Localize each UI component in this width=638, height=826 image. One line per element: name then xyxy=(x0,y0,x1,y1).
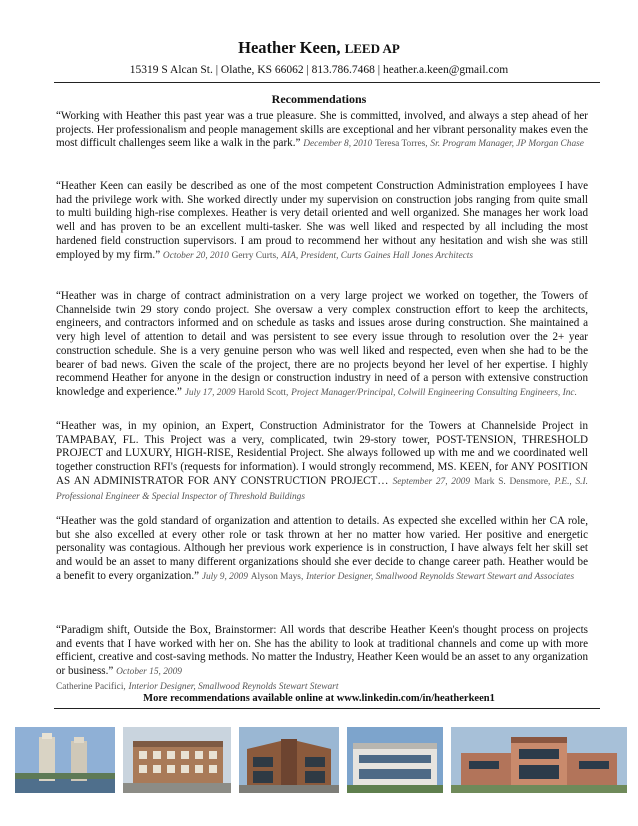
residential-building-photo xyxy=(123,727,231,793)
recommendation-author: Catherine Pacifici, xyxy=(56,681,126,692)
recommendation-author: Teresa Torres, xyxy=(374,139,428,150)
recommendation-3 xyxy=(56,290,588,401)
quote-text: “Heather was in charge of contract administration on a very large project we worked on together, the Towers of Channelside twin 29 story condo project. She oversaw a very complex construction effort to keep the architects, engineers, and contractors informed and on schedule as tasks and issues arose during construction. She maintained a very high level of attention to detail and was persistent to see every issue through to resolution over the 2+ year construction schedule. She is a very genuine person who was well liked and respected, even when she had to be the bearer of bad news. Given the scale of the project, there are no projects beyond her level of her expertise. I highly recommend Heather for anyone in the design or construction industry in need of a person with extensive construction knowledge and experience.” xyxy=(56,290,588,398)
quote-text: “Heather was the gold standard of organization and attention to details. As expected she excelled within her CA role, but she also excelled at every other role or task thrown at her no matter how varied. Her positive and energetic personality was contagious. Although her previous work experience is in construction, I have always felt her skill set and would be an asset to many different organizations should she ever decide to change career path. Heather would be a benefit to every organization.” xyxy=(56,515,588,582)
recommendation-date: October 20, 2010 xyxy=(162,250,229,261)
recommendation-date: October 15, 2009 xyxy=(116,667,182,678)
name-text: Heather Keen, xyxy=(238,38,341,57)
recommendation-author: Harold Scott, xyxy=(238,387,289,398)
recommendation-author: Alyson Mays, xyxy=(250,571,304,582)
footer-divider xyxy=(54,708,600,709)
recommendation-2 xyxy=(56,180,588,263)
quote-text: “Working with Heather this past year was a true pleasure. She is committed, involved, and always a step ahead of her projects. Her professionalism and people management skills are exceptional and her vibrant personality makes even the most difficult challenges seem like a walk in the park.” xyxy=(56,110,588,150)
quote-text: “Paradigm shift, Outside the Box, Brainstormer: All words that describe Heather Keen's thought process on projects and events that I have worked with her on. She has the ability to look at traditional channels and come up with more efficient, creative and cost-saving methods. No matter the Industry, Heather Keen would be an asset to any organization or business.” xyxy=(56,624,588,678)
header-divider xyxy=(54,82,600,83)
twin-towers-photo xyxy=(15,727,115,793)
recommendation-date: July 17, 2009 xyxy=(184,387,236,398)
recommendation-role: Interior Designer, Smallwood Reynolds Stewart Stewart xyxy=(128,681,339,692)
section-title: Recommendations xyxy=(271,92,367,106)
office-building-photo xyxy=(347,727,443,793)
recommendation-6 xyxy=(56,624,588,695)
quote-text: “Heather was, in my opinion, an Expert, Construction Administrator for the Towers at Channelside Project in TAMPABAY, FL. This Project was a very, complicated, twin 29-story tower, POST-TENSION, THRESHOLD PROJECT and LUXURY, HIGH-RISE, Residential Project. She always followed up with me and we coordinated well together construction RFI's (requests for information). I would strongly recommend, MS. KEEN, for ANY POSITION AS AN ADMINISTRATOR FOR ANY CONSTRUCTION PROJECT… xyxy=(56,420,588,487)
project-photo-strip xyxy=(15,727,627,793)
school-building-photo xyxy=(451,727,627,793)
candidate-name xyxy=(0,38,638,58)
recommendation-date: July 9, 2009 xyxy=(201,571,248,582)
recommendation-author: Mark S. Densmore, xyxy=(474,476,551,487)
recommendation-role: Sr. Program Manager, JP Morgan Chase xyxy=(430,139,584,150)
recommendation-1 xyxy=(56,110,588,152)
credential-text: LEED AP xyxy=(344,41,400,56)
recommendation-4 xyxy=(56,420,588,504)
recommendation-date: December 8, 2010 xyxy=(303,139,373,150)
quote-text: “Heather Keen can easily be described as one of the most competent Construction Administration employees I have had the privilege work with. She worked directly under my supervision on construction jobs ranging from quite small to multi building high-rise complexes. Heather is very detail oriented and well organized. She manages her work load well and has proven to be an excellent multi-tasker. She was well liked and respected by all including the most hardened field construction supervisors. I am proud to recommend her without any hesitation and wish she was still employed by my firm.” xyxy=(56,180,588,261)
recommendation-author: Gerry Curts, xyxy=(231,250,279,261)
recommendation-date: September 27, 2009 xyxy=(392,476,471,487)
recommendation-role: Interior Designer, Smallwood Reynolds Stewart Stewart and Associates xyxy=(306,571,575,582)
recommendation-role: Project Manager/Principal, Colwill Engineering Consulting Engineers, Inc. xyxy=(291,387,577,398)
recommendation-role: AIA, President, Curts Gaines Hall Jones Architects xyxy=(281,250,474,261)
recommendation-5 xyxy=(56,515,588,585)
recommendation-role: P.E., S.I. Professional Engineer & Special Inspector of Threshold Buildings xyxy=(56,476,588,502)
contact-line: 15319 S Alcan St. | Olathe, KS 66062 | 813.786.7468 | heather.a.keen@gmail.com xyxy=(129,64,509,76)
more-recommendations-note: More recommendations available online at www.linkedin.com/in/heatherkeen1 xyxy=(143,693,495,704)
corner-building-photo xyxy=(239,727,339,793)
